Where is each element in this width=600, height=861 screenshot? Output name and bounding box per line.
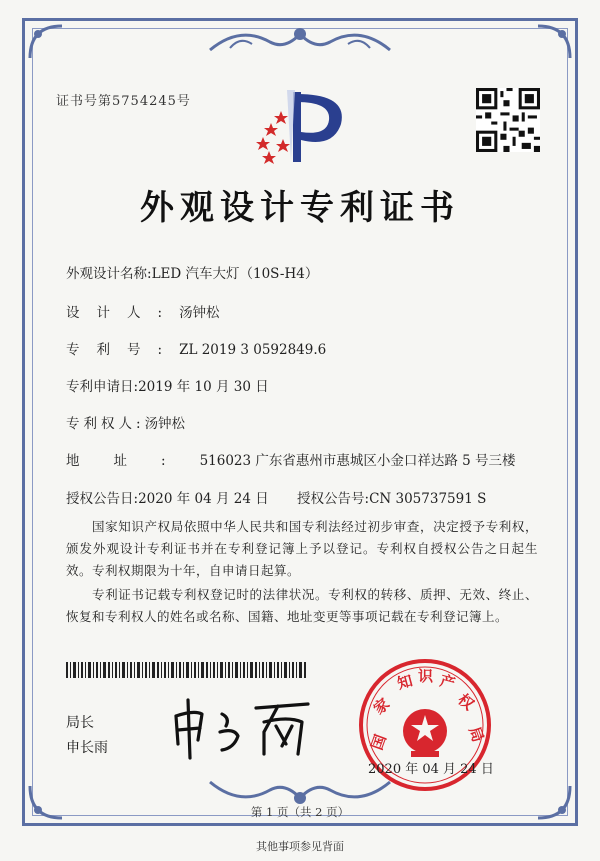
field-grant-number	[297, 487, 486, 507]
svg-text:知: 知	[395, 671, 415, 693]
svg-text:识: 识	[418, 667, 434, 685]
director-signature	[168, 692, 328, 762]
top-ornament	[200, 20, 400, 60]
grant-date-value: 2020 年 04 月 24 日	[138, 491, 269, 507]
field-address	[66, 449, 516, 469]
field-grant-date	[66, 487, 269, 507]
patent-number-value: ZL 2019 3 0592849.6	[179, 342, 327, 358]
design-name-value: LED 汽车大灯（10S-H4）	[151, 266, 319, 282]
patent-number-label: 专利号:	[66, 342, 180, 358]
director-name: 申长雨	[66, 740, 108, 756]
address-label: 地址:	[66, 453, 200, 469]
page-number: 第 1 页（共 2 页）	[250, 805, 350, 819]
corner-ornament-tr	[534, 22, 574, 62]
legal-status-text: 专利证书记载专利权登记时的法律状况。专利权的转移、质押、无效、终止、恢复和专利权人的姓名或名称、国籍、地址变更等事项记载在专利登记簿上。	[66, 587, 538, 624]
qr-code	[476, 88, 540, 152]
field-design-name	[66, 262, 318, 282]
grant-number-value: CN 305737591 S	[369, 491, 487, 507]
certificate-number: 证书号第5754245号	[56, 94, 191, 109]
svg-text:产: 产	[437, 671, 458, 693]
grant-statement-text: 国家知识产权局依照中华人民共和国专利法经过初步审查，决定授予专利权，颁发外观设计专利证书并在专利登记簿上予以登记。专利权自授权公告之日起生效。专利权期限为十年，自申请日起算。	[66, 519, 538, 578]
grant-date-label: 授权公告日:	[66, 491, 139, 507]
seal-date: 2020 年 04 月 24 日	[368, 762, 494, 777]
design-name-label: 外观设计名称:	[66, 266, 152, 282]
designer-value: 汤钟松	[179, 305, 220, 321]
designer-label: 设计人:	[66, 305, 180, 321]
svg-text:权: 权	[454, 690, 478, 714]
grant-number-label: 授权公告号:	[297, 491, 370, 507]
svg-text:国: 国	[367, 732, 390, 753]
legal-status-statement	[66, 584, 538, 628]
field-patentee	[66, 412, 185, 432]
certificate-title: 外观设计专利证书	[140, 188, 460, 228]
patentee-value: 汤钟松	[144, 416, 186, 432]
filing-date-value: 2019 年 10 月 30 日	[138, 379, 269, 395]
filing-date-label: 专利申请日:	[66, 379, 139, 395]
field-patent-number	[66, 338, 326, 358]
director-title: 局长	[66, 715, 94, 731]
barcode	[66, 662, 306, 678]
patentee-label: 专利权人:	[66, 416, 145, 432]
grant-statement	[66, 516, 538, 582]
svg-text:家: 家	[370, 694, 394, 719]
field-filing-date	[66, 375, 269, 395]
corner-ornament-tl	[26, 22, 66, 62]
svg-text:局: 局	[465, 724, 488, 745]
field-designer	[66, 301, 220, 321]
patent-office-logo	[253, 82, 353, 172]
back-note: 其他事项参见背面	[256, 840, 344, 853]
address-value: 516023 广东省惠州市惠城区小金口祥达路 5 号三楼	[199, 453, 516, 469]
